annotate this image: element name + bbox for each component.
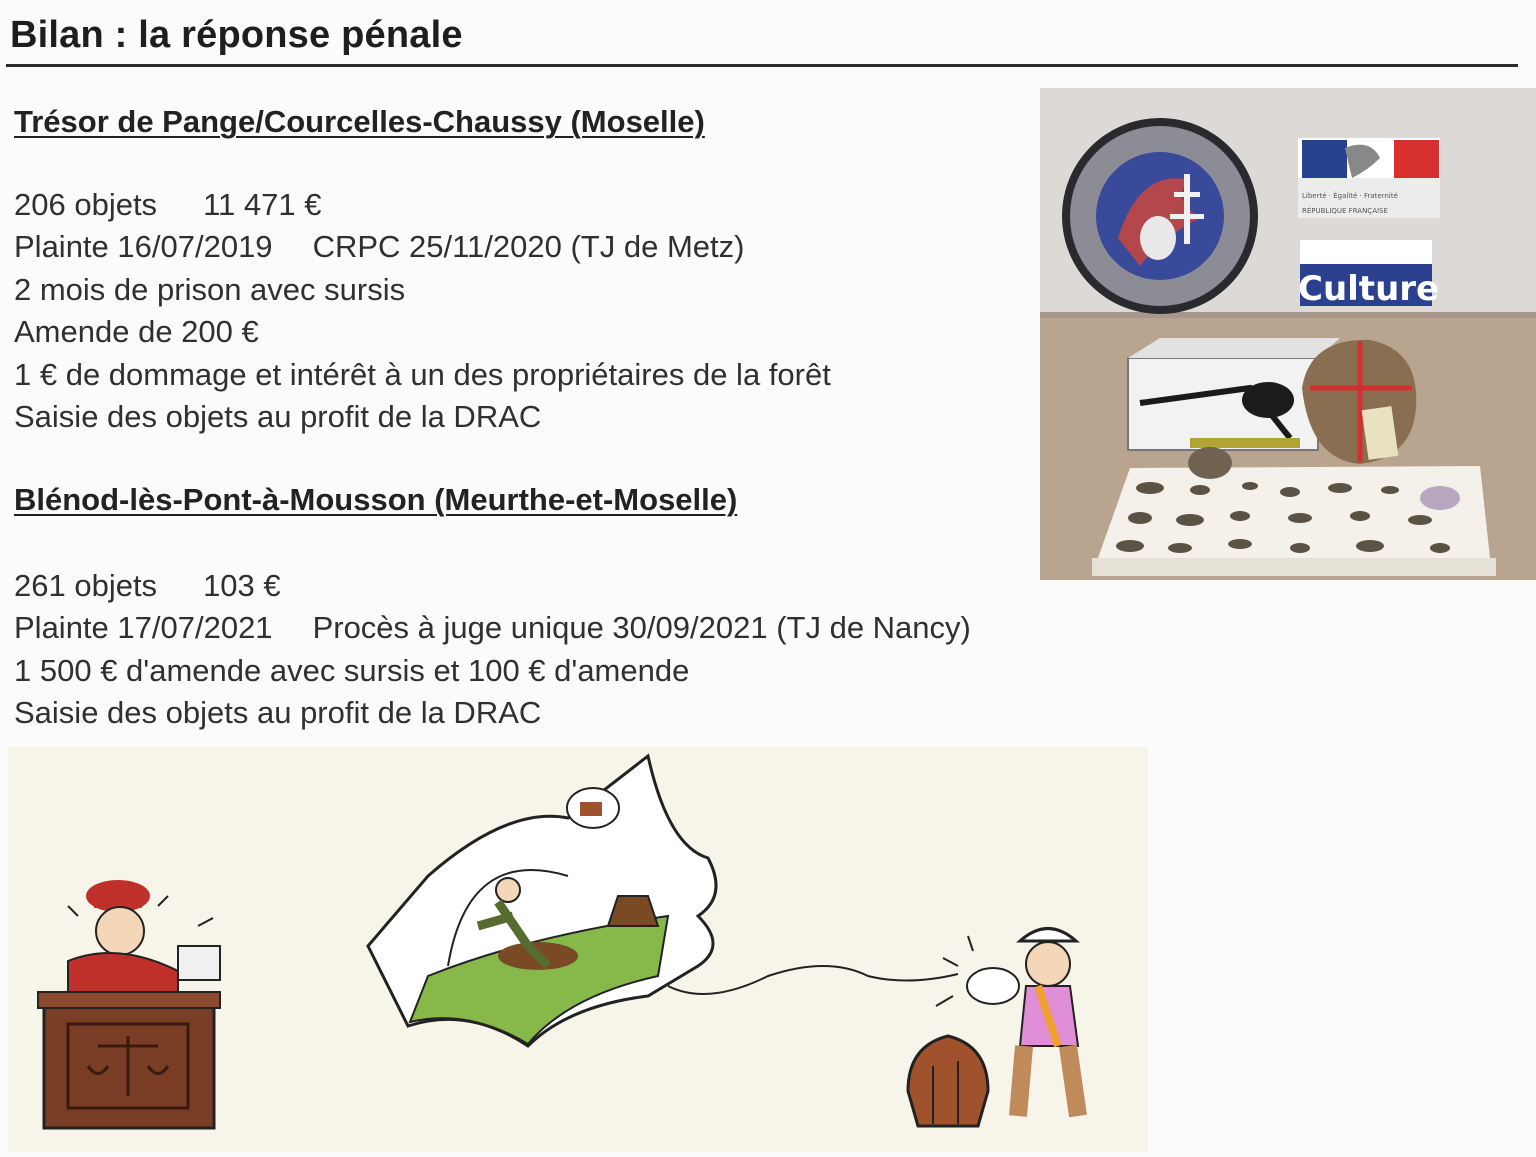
object-value: 103 € — [203, 568, 281, 603]
trail-line-icon — [668, 966, 958, 994]
complaint-date: Plainte 16/07/2019 — [14, 229, 273, 265]
title-divider — [6, 64, 1518, 67]
procedure-info: CRPC 25/11/2020 (TJ de Metz) — [312, 229, 745, 265]
case-details-blenod — [14, 565, 971, 735]
case-details-pange — [14, 184, 831, 438]
case-procedure-line — [14, 607, 971, 649]
culture-text: Culture — [1298, 269, 1440, 309]
judge-desk-icon — [38, 880, 220, 1128]
culture-logo-icon — [1298, 240, 1439, 309]
case-line: Saisie des objets au profit de la DRAC — [14, 399, 542, 435]
thought-bubble-icon — [368, 756, 716, 1046]
object-value: 11 471 € — [203, 187, 322, 222]
complaint-date: Plainte 17/07/2021 — [14, 610, 273, 646]
cartoon-illustration — [8, 746, 1148, 1152]
case-heading-pange: Trésor de Pange/Courcelles-Chaussy (Moselle) — [14, 104, 705, 139]
seizure-photo — [1040, 88, 1536, 580]
object-count: 206 objets — [14, 187, 158, 222]
case-procedure-line — [14, 226, 831, 268]
case-line: 2 mois de prison avec sursis — [14, 271, 406, 307]
archaeologist-icon — [908, 929, 1078, 1127]
case-line: Amende de 200 € — [14, 314, 259, 350]
slide-title: Bilan : la réponse pénale — [10, 14, 463, 56]
case-line: 1 500 € d'amende avec sursis et 100 € d'amende — [14, 652, 690, 688]
marianne-logo-icon — [1298, 138, 1440, 218]
case-line: 1 € de dommage et intérêt à un des propriétaires de la forêt — [14, 356, 831, 392]
case-summary-line — [14, 184, 831, 226]
republic-name: RÉPUBLIQUE FRANÇAISE — [1302, 207, 1388, 215]
case-line: Saisie des objets au profit de la DRAC — [14, 695, 542, 731]
object-count: 261 objets — [14, 568, 158, 603]
case-heading-blenod: Blénod-lès-Pont-à-Mousson (Meurthe-et-Moselle) — [14, 482, 738, 517]
procedure-info: Procès à juge unique 30/09/2021 (TJ de Nancy) — [312, 610, 971, 646]
case-summary-line — [14, 565, 971, 607]
republic-motto: Liberté · Égalité · Fraternité — [1302, 192, 1398, 200]
gendarmerie-badge-icon — [1062, 118, 1258, 314]
